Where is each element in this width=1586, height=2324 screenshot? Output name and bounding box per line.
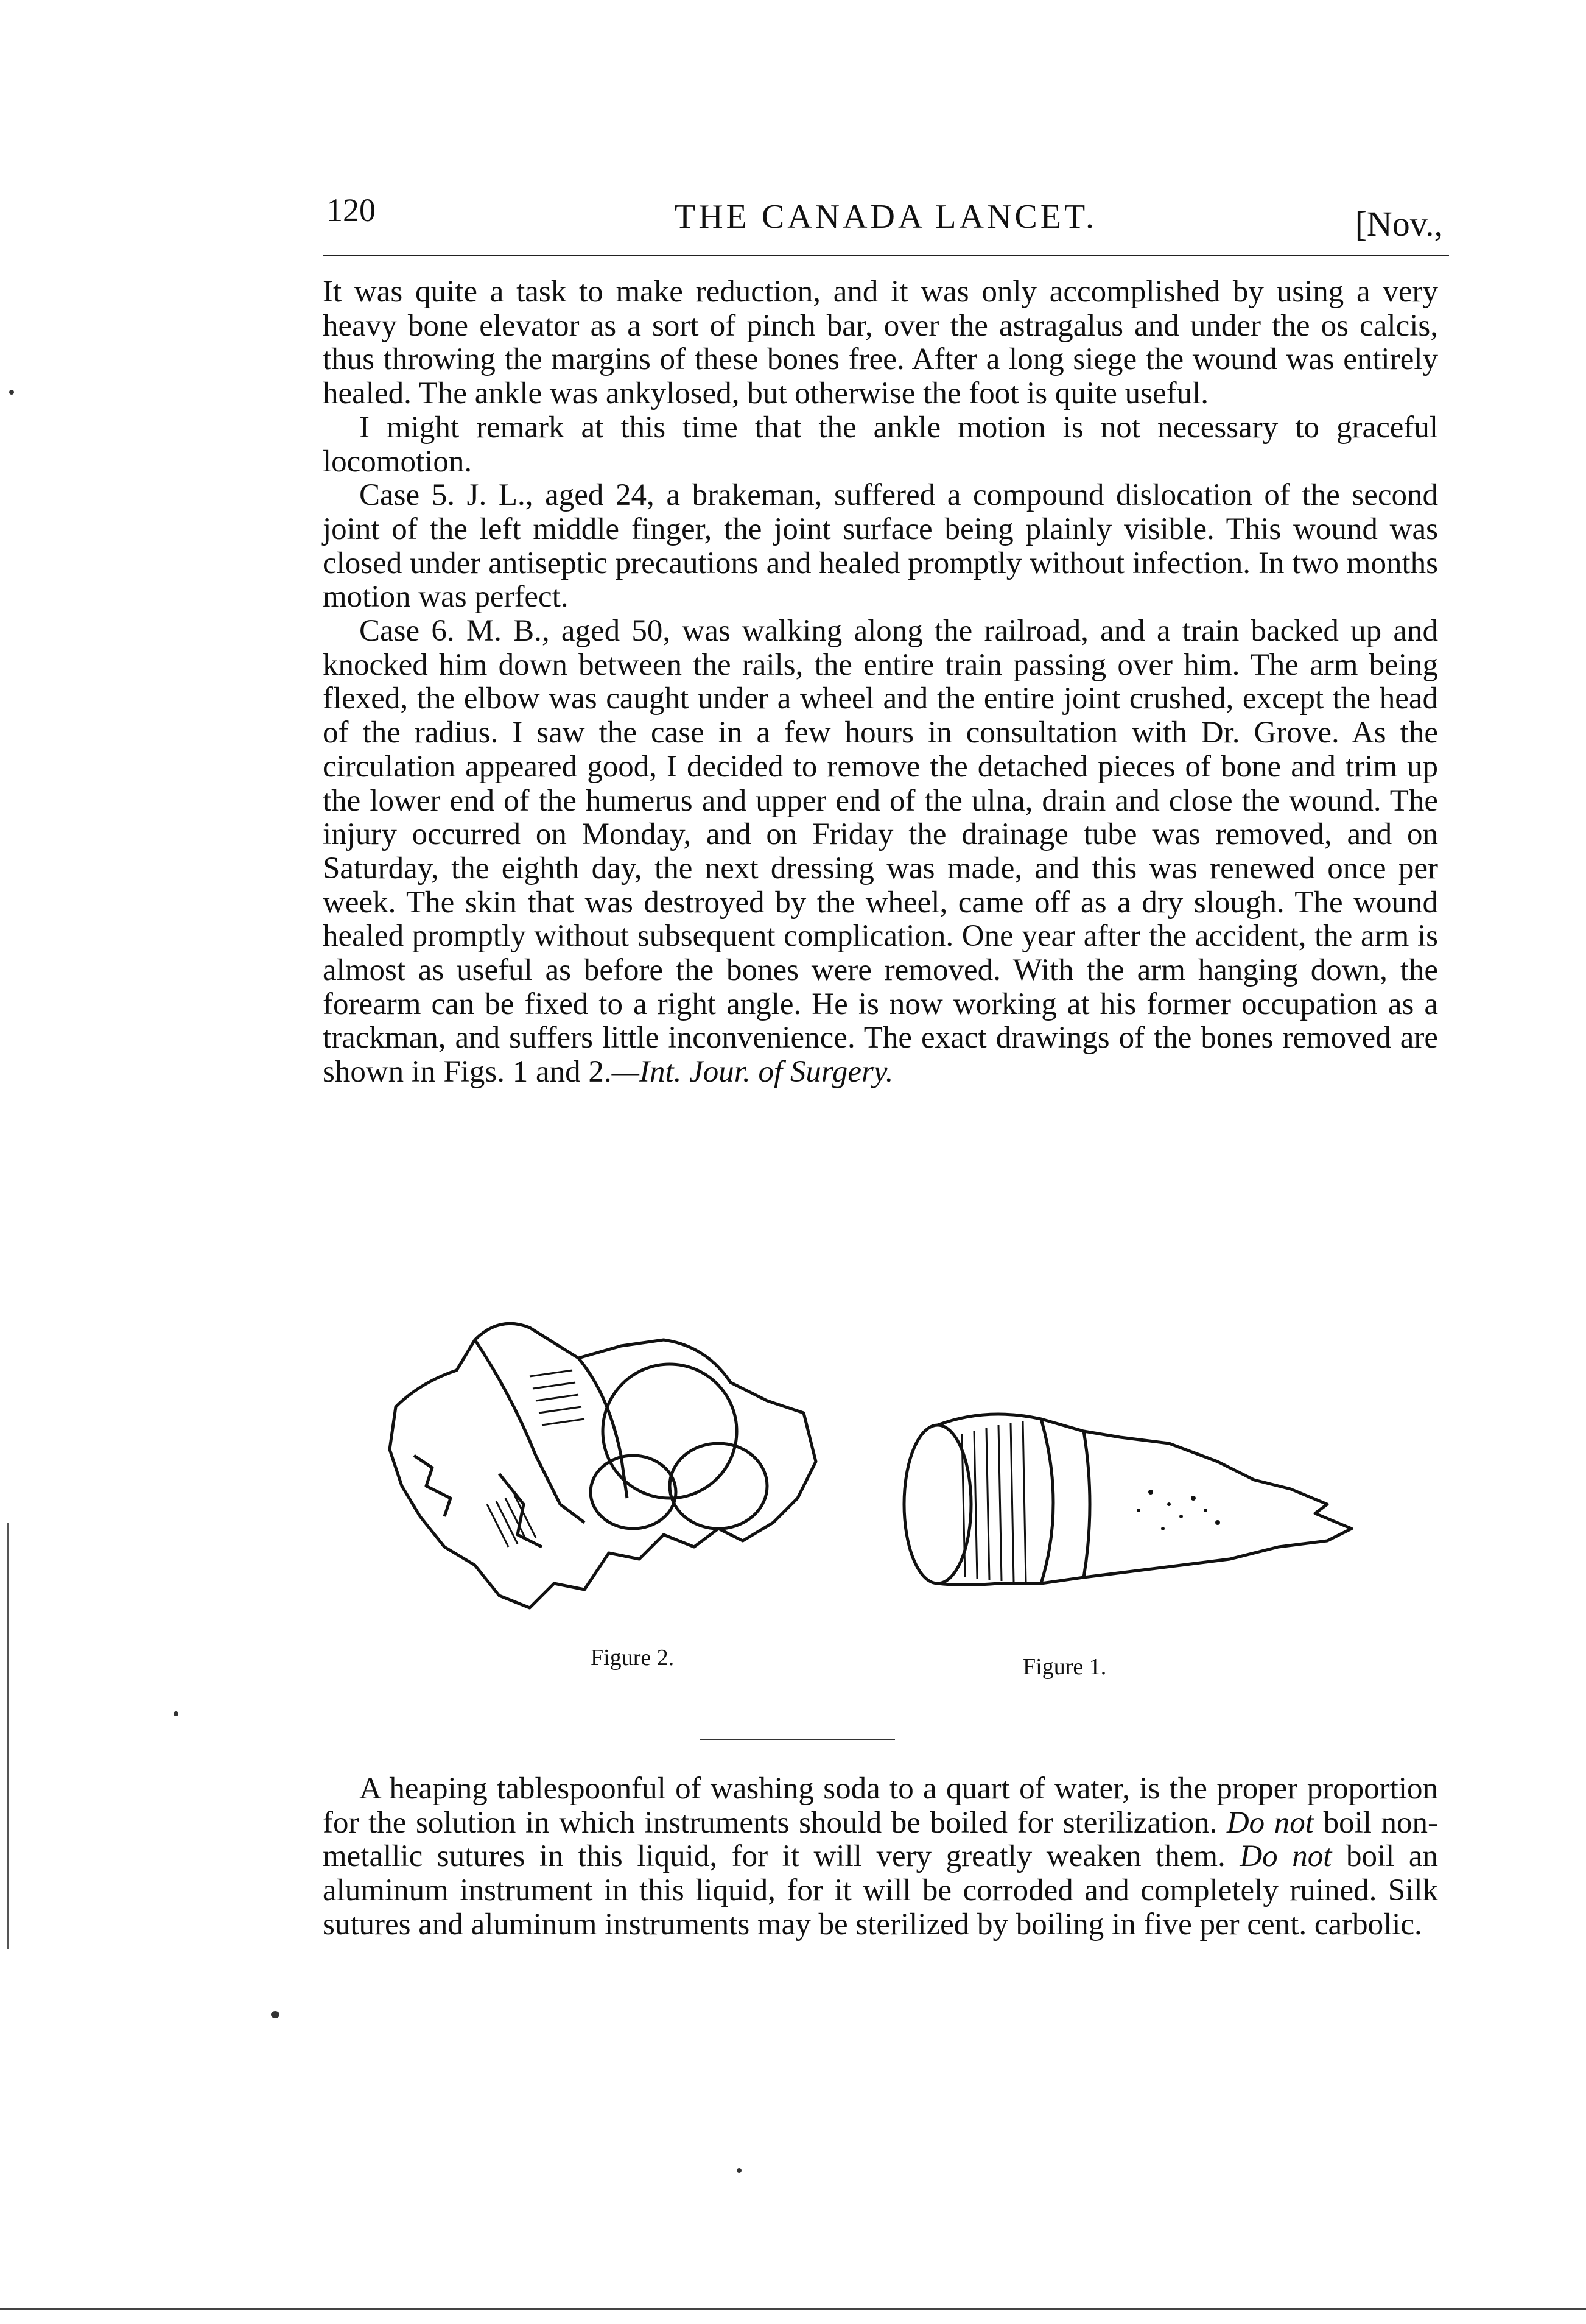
tip-emphasis-1: Do not	[1226, 1805, 1314, 1840]
article-paragraph: I might remark at this time that the ankle motion is not necessary to graceful locomotion.	[323, 410, 1438, 479]
bone-drawing-figure-2	[377, 1303, 889, 1632]
article-paragraph	[323, 614, 1438, 1090]
running-header	[323, 183, 1449, 250]
sterilization-tip	[323, 1772, 1438, 1942]
citation: —Int. Jour. of Surgery.	[611, 1055, 894, 1090]
scan-speck	[9, 390, 14, 395]
section-separator	[700, 1739, 895, 1740]
bone-drawing-figure-1	[889, 1382, 1425, 1626]
header-rule	[323, 255, 1449, 256]
tip-text-1: A heaping tablespoonful of washing soda to a quart of water, is the proper proportion for the solution in which instruments should be boiled for sterilization.	[323, 1772, 1438, 1840]
tip-text-3: boil an aluminum instrument in this liquid, for it will be corroded and completely ruined. Silk sutures and aluminum instruments may be sterilized by boiling in five per cent. carbolic.	[323, 1839, 1438, 1942]
article-body	[323, 275, 1438, 1090]
article-paragraph: It was quite a task to make reduction, and it was only accomplished by using a very heavy bone elevator as a sort of pinch bar, over the astragalus and under the os calcis, thus throwing the margins of these bones free. After a long siege the wound was entirely healed. The ankle was ankylosed, but otherwise the foot is quite useful.	[323, 275, 1438, 411]
case-6-text: Case 6. M. B., aged 50, was walking along the railroad, and a train backed up and knocked him down between the rails, the entire train passing over him. The arm being flexed, the elbow was caught under a wheel and the entire joint crushed, except the head of the radius. I saw the case in a few hours in consultation with Dr. Grove. As the circulation appeared good, I decided to remove the detached pieces of bone and trim up the lower end of the humerus and upper end of the ulna, drain and close the wound. The injury occurred on Monday, and on Friday the drainage tube was removed, and on Saturday, the eighth day, the next dressing was made, and this was renewed once per week. The skin that was destroyed by the wheel, came off as a dry slough. The wound healed promptly without subsequent complication. One year after the accident, the arm is almost as useful as before the bones were removed. With the arm hanging down, the forearm can be fixed to a right angle. He is now working at his former occupation as a trackman, and suffers little inconvenience. The exact drawings of the bones removed are shown in Figs. 1 and 2.	[323, 614, 1438, 1090]
issue-month: [Nov.,	[1355, 204, 1443, 244]
figures-area	[377, 1303, 1425, 1693]
tip-emphasis-2: Do not	[1240, 1839, 1332, 1874]
scan-speck	[174, 1711, 178, 1716]
journal-title: THE CANADA LANCET.	[674, 198, 1098, 236]
page-number: 120	[326, 192, 376, 228]
scan-edge-mark	[7, 1523, 11, 1949]
article-paragraph: Case 5. J. L., aged 24, a brakeman, suffered a compound dislocation of the second joint of the left middle finger, the joint surface being plainly visible. This wound was closed under antiseptic precautions and healed promptly without infection. In two months motion was perfect.	[323, 478, 1438, 614]
scan-bottom-edge	[0, 2308, 1586, 2310]
figure-1-caption: Figure 1.	[1023, 1654, 1107, 1680]
tip-paragraph	[323, 1772, 1438, 1942]
figure-2-caption: Figure 2.	[591, 1645, 675, 1671]
scan-speck	[737, 2168, 742, 2173]
scan-speck	[271, 2011, 279, 2018]
tip-text-2: boil non-metallic sutures in this liquid, for it will very greatly weaken them.	[323, 1805, 1439, 1874]
